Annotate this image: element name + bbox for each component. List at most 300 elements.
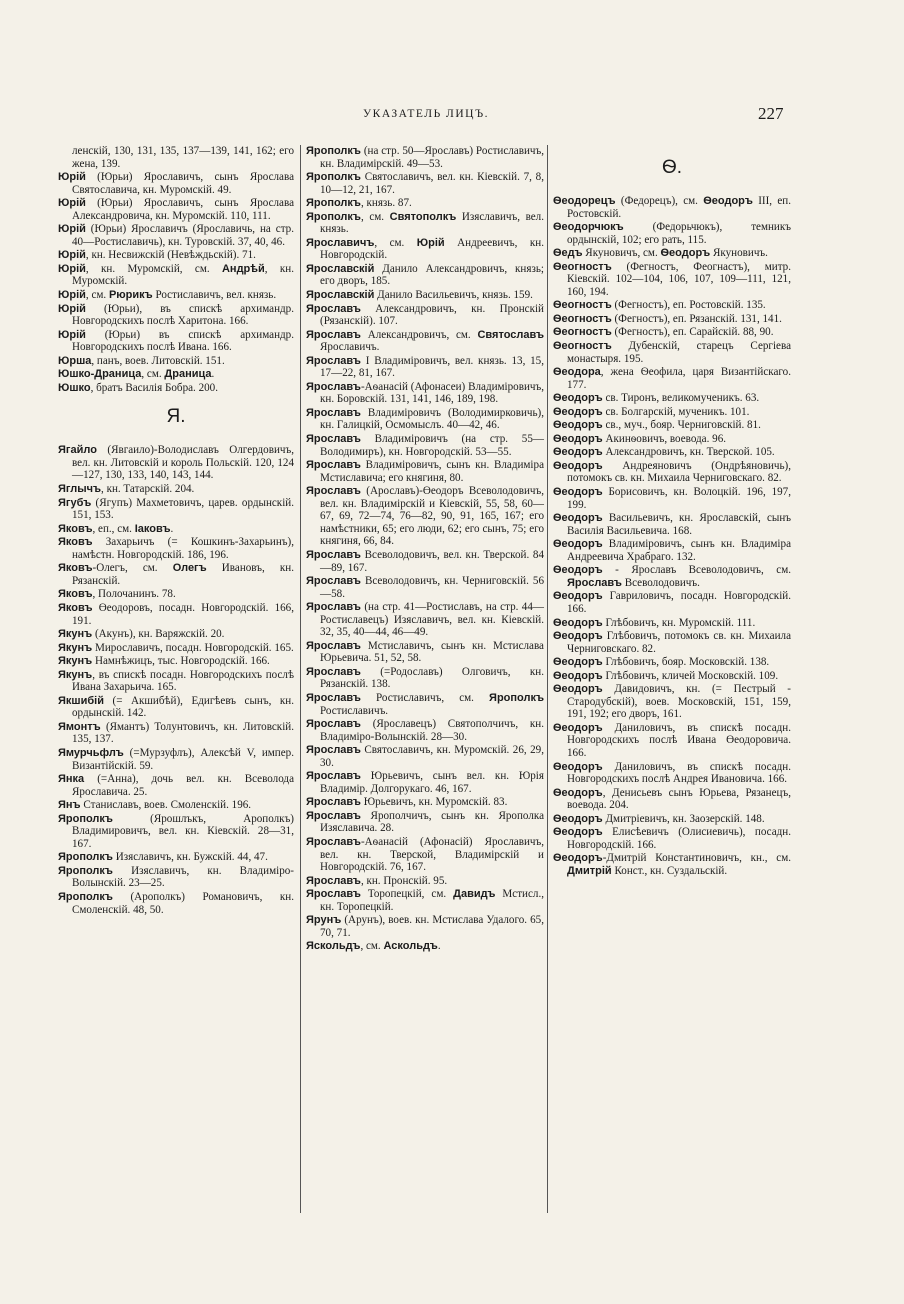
index-entry — [553, 340, 791, 365]
entry-cross-reference: Давидъ — [453, 888, 496, 901]
index-entry — [553, 630, 791, 655]
entry-cross-reference: Дмитрій — [567, 864, 612, 877]
entry-text: (Юрьи), въ спискѣ архимандр. Новгородскихъ послѣ Харитона. 166. — [72, 302, 294, 328]
entry-text: Захарьичъ (= Кошкинъ-Захарьинъ), намѣстн. Новгородскій. 186, 196. — [72, 536, 294, 561]
index-entry — [306, 601, 544, 639]
entry-text: (Фегностъ), еп. Ростовскій. 135. — [611, 299, 766, 312]
index-entry — [306, 810, 544, 835]
entry-headword: Ѳеодоръ — [553, 616, 603, 629]
entry-headword: Ярославъ — [306, 548, 361, 561]
index-entry — [58, 628, 294, 641]
entry-text: Ярославичъ. — [320, 341, 380, 354]
index-entry — [58, 562, 294, 587]
entry-headword: Ѳеодоръ — [553, 630, 603, 643]
entry-text: Александровичъ, см. — [360, 328, 478, 341]
entry-cross-reference: Ярополкъ — [489, 691, 544, 704]
entry-text: Намнѣжицъ, тыс. Новгородскій. 166. — [92, 655, 270, 668]
index-entry — [553, 826, 791, 851]
entry-headword: Ярославскій — [306, 289, 375, 302]
entry-text: Елисѣевичъ (Олисиевичь), посадн. Новгородскій. 166. — [567, 826, 791, 851]
entry-text: Ростиславичъ, см. — [360, 691, 490, 704]
entry-text: Дмитріевичъ, кн. Заозерскій. 148. — [602, 812, 765, 825]
index-entry — [553, 590, 791, 615]
entry-text: -Олегъ, см. — [92, 562, 173, 575]
entry-headword: Ѳеодоръ — [553, 538, 603, 551]
entry-text: Всеволодовичъ, кн. Черниговскій. 56—58. — [320, 575, 544, 600]
entry-headword: Ямурчьфлъ — [58, 746, 124, 759]
entry-text: Станиславъ, воев. Смоленскій. 196. — [80, 799, 252, 812]
entry-text: (Фегностъ), еп. Рязанскій. 131, 141. — [611, 312, 782, 325]
entry-text: , Денисьевъ сынъ Юрьева, Рязанецъ, воевода. 204. — [567, 786, 791, 812]
entry-text: св., муч., бояр. Черниговскій. 81. — [602, 419, 761, 432]
entry-headword: Якунъ — [58, 628, 93, 641]
column-divider — [547, 145, 548, 1213]
index-entry — [58, 669, 294, 694]
entry-headword: Ярославъ — [306, 665, 361, 678]
entry-headword: Яковъ — [58, 536, 93, 549]
index-entry — [58, 263, 294, 288]
entry-text: Гавриловичъ, посадн. Новгородскій. 166. — [567, 590, 791, 615]
index-entry — [58, 602, 294, 627]
entry-headword: Ѳеогностъ — [553, 340, 612, 353]
index-entry — [58, 851, 294, 864]
entry-text: Владиміровичъ (Володимирковичь), кн. Галицкій, Осмомыслъ. 40—42, 46. — [320, 406, 544, 432]
entry-headword: Ѳеодоръ — [553, 669, 603, 682]
index-entry — [58, 289, 294, 302]
entry-headword: Ярополкъ — [58, 864, 113, 877]
entry-headword: Ѳеогностъ — [553, 260, 612, 273]
entry-text: Мирославичъ, посадн. Новгородскій. 165. — [92, 641, 294, 654]
entry-headword: Юрій — [58, 328, 86, 341]
index-entry — [58, 891, 294, 916]
entry-headword: Яковъ — [58, 562, 93, 575]
index-entry — [553, 406, 791, 419]
index-entry — [306, 145, 544, 170]
entry-headword: Ѳеодоръ — [553, 812, 603, 825]
index-entry — [58, 799, 294, 812]
entry-headword: Ярополкъ — [58, 851, 113, 864]
index-entry — [58, 303, 294, 328]
index-entry — [306, 914, 544, 939]
entry-cross-reference: Андрѣй — [221, 262, 265, 275]
entry-headword: Юрій — [58, 223, 86, 236]
entry-headword: Ѳеогностъ — [553, 312, 612, 325]
entry-text: , братъ Василія Бобра. 200. — [90, 381, 218, 394]
index-entry — [306, 303, 544, 328]
index-entry — [553, 326, 791, 339]
entry-text: Ростиславичъ. — [320, 704, 389, 717]
entry-text: Всеволодовичъ, вел. кн. Тверской. 84—89, 167. — [320, 548, 544, 574]
index-entry — [306, 485, 544, 548]
entry-text: (Федорецъ), см. — [615, 195, 704, 207]
entry-text: Андреяновичъ (Ондрѣяновичь), потомокъ св. кн. Михаила Черниговскаго. 82. — [567, 459, 791, 485]
index-entry — [306, 171, 544, 196]
index-entry — [553, 299, 791, 312]
entry-cross-reference: Ѳеодоръ — [660, 247, 711, 260]
index-entry — [58, 813, 294, 851]
entry-headword: Ѳедъ — [553, 247, 583, 260]
entry-text: Конст., кн. Суздальскій. — [611, 864, 728, 877]
entry-headword: Ярославъ — [306, 380, 361, 393]
entry-text: Святославичъ, кн. Муромскій. 26, 29, 30. — [320, 744, 544, 769]
index-entry — [553, 787, 791, 812]
index-entry — [58, 523, 294, 536]
index-entry-continuation — [58, 145, 294, 170]
entry-headword: Ярославъ — [306, 639, 361, 652]
entry-headword: Юрій — [58, 289, 86, 302]
index-entry — [58, 865, 294, 890]
entry-text: - Ярославъ Всеволодовичъ, см. — [602, 564, 791, 577]
entry-text: (=Анна), дочь вел. кн. Всеволода Ярославича. 25. — [72, 773, 294, 798]
entry-text: (на стр. 41—Ростиславъ, на стр. 44—Ростиславецъ) Изяславичъ, вел. кн. Кіевскій. 32, 35, 40—44, 46—49. — [320, 601, 544, 639]
entry-headword: Ѳеодоръ — [553, 432, 603, 445]
index-entry — [306, 796, 544, 809]
entry-headword: Ѳеодоръ — [553, 512, 603, 525]
section-letter: Я. — [166, 406, 186, 428]
entry-headword: Ѳеодорчюкъ — [553, 221, 624, 234]
index-entry — [306, 575, 544, 600]
entry-text: Мстисл., кн. Торопецкій. — [320, 888, 544, 913]
entry-text: Владиміровичъ (на стр. 55—Володимиръ), кн. Новгородскій. 53—55. — [320, 433, 544, 458]
index-entry — [553, 460, 791, 485]
index-entry — [306, 718, 544, 743]
index-entry — [306, 875, 544, 888]
entry-text: Якуновичъ, см. — [582, 247, 661, 260]
index-entry — [306, 211, 544, 236]
index-entry — [553, 683, 791, 721]
entry-text: Өеодоровъ, посадн. Новгородскій. 166, 191. — [72, 601, 294, 627]
index-entry — [306, 770, 544, 795]
entry-text: (на стр. 50—Ярославъ) Ростиславичъ, кн. Владимірскій. 49—53. — [320, 145, 544, 170]
index-entry — [553, 195, 791, 220]
entry-headword: Ягубъ — [58, 496, 92, 509]
index-entry — [553, 656, 791, 669]
entry-text: Данило Александровичъ, князь; его дворъ, 185. — [320, 262, 544, 288]
entry-headword: Ярославъ — [306, 485, 361, 498]
entry-text: , см. — [141, 368, 165, 381]
entry-text: , кн. Татарскій. 204. — [101, 483, 195, 496]
entry-headword: Ярунъ — [306, 914, 342, 927]
entry-text: Акинѳовичъ, воевода. 96. — [602, 432, 727, 445]
index-entry — [306, 888, 544, 913]
index-entry — [306, 940, 544, 953]
entry-text: (Фегностъ), еп. Сарайскій. 88, 90. — [611, 326, 774, 339]
entry-headword: Ярославъ — [306, 796, 361, 809]
entry-text: Изяславичъ, кн. Владиміро-Волынскій. 23—25. — [72, 864, 294, 890]
entry-text: Владиміровичъ, сынъ кн. Владиміра Мстиславича; его княгиня, 80. — [320, 459, 544, 484]
entry-headword: Ярославъ — [306, 835, 361, 848]
entry-text: Владиміровичъ, сынъ кн. Владиміра Андреевича Храбраго. 132. — [567, 538, 791, 563]
entry-headword: Ярославъ — [306, 809, 361, 822]
entry-text: (Явгаило)-Володиславъ Олгердовичъ, вел. кн. Литовскій и король Польскій. 120, 124—127, 130, 133, 140, 143, 144. — [72, 444, 294, 482]
entry-text: , кн. Муромскій, см. — [85, 262, 222, 275]
entry-headword: Ярополкъ — [58, 812, 113, 825]
entry-text: Ростиславичъ, вел. князь. — [152, 289, 277, 302]
index-entry — [306, 549, 544, 574]
entry-text: Глѣбовичъ, потомокъ св. кн. Михаила Черниговскаго. 82. — [567, 630, 791, 655]
entry-headword: Яковъ — [58, 601, 93, 614]
entry-text: -Аѳанасій (Афонасеи) Владиміровичъ, кн. Боровскій. 131, 141, 146, 189, 198. — [320, 380, 544, 406]
index-entry — [58, 655, 294, 668]
entry-cross-reference: Ярославъ — [567, 576, 622, 589]
entry-text: Глѣбовичъ, кн. Муромскій. 111. — [602, 616, 756, 629]
index-entry — [553, 564, 791, 589]
index-entry — [58, 642, 294, 655]
index-entry — [553, 247, 791, 260]
entry-text: . — [437, 940, 441, 953]
entry-headword: Ярополкъ — [306, 171, 361, 184]
index-entry — [58, 249, 294, 262]
entry-headword: Яглычъ — [58, 483, 102, 496]
entry-headword: Ярославичъ — [306, 236, 375, 249]
index-entry — [58, 588, 294, 601]
entry-headword: Ярополкъ — [306, 197, 361, 210]
entry-cross-reference: Олегъ — [172, 562, 207, 575]
entry-text: Глѣбовичъ, кличей Московскій. 109. — [602, 669, 779, 682]
index-entry — [306, 666, 544, 691]
entry-headword: Якунъ — [58, 668, 93, 681]
entry-text: , кн. Муромскій. — [72, 262, 294, 288]
index-entry — [553, 617, 791, 630]
entry-headword: Ярославъ — [306, 691, 361, 704]
index-entry — [58, 368, 294, 381]
entry-cross-reference: Святополкъ — [389, 210, 457, 223]
index-entry — [553, 722, 791, 760]
entry-text: Александровичъ, кн. Пронскій (Рязанскій). 107. — [320, 302, 544, 328]
entry-text: Ярополчичъ, сынъ кн. Ярополка Изяславича. 28. — [320, 809, 544, 835]
index-entry — [553, 261, 791, 299]
running-title: УКАЗАТЕЛЬ ЛИЦЪ. — [363, 108, 489, 120]
entry-text: Данило Васильевичъ, князь. 159. — [374, 289, 533, 302]
index-entry — [306, 692, 544, 717]
entry-headword: Янъ — [58, 799, 81, 812]
index-entry — [553, 512, 791, 537]
entry-text: (Ярославецъ) Святополчичъ, кн. Владиміро-Волынскій. 28—30. — [320, 718, 544, 743]
index-entry — [58, 721, 294, 746]
entry-text: Глѣбовичъ, бояр. Московскій. 138. — [602, 656, 770, 669]
entry-headword: Ярославъ — [306, 459, 361, 472]
entry-headword: Якунъ — [58, 641, 93, 654]
entry-text: , см. — [374, 236, 417, 249]
entry-text: Даниловичъ, въ спискѣ посадн. Новгородскихъ послѣ Андрея Ивановича. 166. — [567, 760, 791, 786]
entry-text: (=Родославъ) Олговичъ, кн. Рязанскій. 138. — [320, 665, 544, 691]
index-entry — [306, 355, 544, 380]
index-entry — [553, 486, 791, 511]
entry-headword: Ярославъ — [306, 354, 361, 367]
entry-text: св. Болгарскій, мученикъ. 101. — [602, 405, 750, 418]
index-entry — [58, 497, 294, 522]
section-letter: Ѳ. — [661, 157, 683, 178]
entry-text: Ивановъ, кн. Рязанскій. — [72, 562, 294, 587]
entry-headword: Ѳеогностъ — [553, 299, 612, 312]
page-header — [0, 104, 904, 128]
entry-headword: Ямонтъ — [58, 720, 101, 733]
entry-text: Давидовичъ, кн. (= Пестрый - Стародубскій), воев. Московскій, 151, 159, 191, 192; его дворъ, 161. — [567, 683, 791, 721]
index-entry — [306, 407, 544, 432]
index-column-middle — [306, 145, 544, 954]
index-entry — [306, 381, 544, 406]
index-entry — [306, 459, 544, 484]
entry-headword: Яковъ — [58, 588, 93, 601]
index-entry — [58, 223, 294, 248]
entry-text: . — [211, 368, 215, 381]
entry-text: I Владиміровичъ, вел. князь. 13, 15, 17—22, 81, 167. — [320, 354, 544, 380]
page-number: 227 — [758, 104, 784, 123]
entry-headword: Ѳеодоръ — [553, 459, 603, 472]
index-entry — [553, 670, 791, 683]
entry-text: Якуновичъ. — [710, 247, 768, 260]
entry-text: (Юрьи) Ярославичъ, сынъ Ярослава Александровича, кн. Муромскій. 110, 111. — [72, 197, 294, 222]
index-entry — [306, 263, 544, 288]
entry-headword: Ѳеодора — [553, 366, 601, 379]
entry-text: Изяславичъ, вел. князь. — [320, 210, 544, 236]
index-entry — [306, 289, 544, 302]
entry-headword: Юшко-Драница — [58, 368, 142, 381]
entry-cross-reference: Іаковъ — [134, 522, 171, 535]
entry-text: , см. — [360, 210, 390, 223]
entry-headword: Ярославскій — [306, 262, 375, 275]
entry-text: (Ямантъ) Толунтовичъ, кн. Литовскій. 135, 137. — [72, 720, 294, 746]
index-entry — [553, 446, 791, 459]
entry-headword: Юрій — [58, 197, 86, 210]
entry-headword: Ѳеодоръ — [553, 852, 603, 865]
index-entry — [553, 366, 791, 391]
entry-headword: Ярославъ — [306, 744, 361, 757]
entry-headword: Ѳеодоръ — [553, 590, 603, 603]
index-entry — [553, 419, 791, 432]
entry-text: Юрьевичъ, кн. Муромскій. 83. — [360, 796, 508, 809]
entry-headword: Ѳеодорецъ — [553, 195, 616, 207]
entry-headword: Ѳеодоръ — [553, 486, 603, 499]
entry-text: Святославичъ, вел. кн. Кіевскій. 7, 8, 10—12, 21, 167. — [320, 171, 544, 196]
entry-headword: Ярославъ — [306, 770, 361, 783]
entry-text: (Юрьи) Ярославичъ (Ярославичь, на стр. 40—Ростиславичь), кн. Туровскій. 37, 40, 46. — [72, 223, 294, 248]
entry-text: III, еп. Ростовскій. — [567, 195, 791, 220]
entry-text: , въ спискѣ посадн. Новгородскихъ послѣ Ивана Захарьича. 165. — [72, 668, 294, 694]
entry-text: , см. — [360, 940, 384, 953]
entry-text: (Акунъ), кн. Варяжскій. 20. — [92, 628, 225, 641]
index-entry — [58, 355, 294, 368]
entry-headword: Якшибій — [58, 694, 104, 707]
entry-headword: Яскольдъ — [306, 940, 361, 953]
column-divider — [300, 145, 301, 1213]
entry-headword: Ѳеодоръ — [553, 564, 603, 577]
entry-headword: Юрій — [58, 171, 86, 184]
entry-headword: Ярославъ — [306, 601, 361, 614]
entry-text: Всеволодовичъ. — [621, 576, 700, 589]
entry-text: (Арунъ), воев. кн. Мстислава Удалого. 65, 70, 71. — [320, 914, 544, 939]
index-entry — [58, 695, 294, 720]
entry-text: -Аѳанасій (Афонасій) Ярославичъ, вел. кн. Тверской, Владимірскій и Новгородскій. 76, 167. — [320, 835, 544, 874]
entry-headword: Ѳеодоръ — [553, 786, 603, 799]
entry-text: -Дмитрій Константиновичъ, кн., см. — [602, 852, 791, 865]
entry-headword: Ярополкъ — [58, 890, 113, 903]
index-entry — [306, 744, 544, 769]
index-entry — [58, 444, 294, 482]
index-entry — [306, 237, 544, 262]
entry-text: . — [170, 522, 174, 535]
entry-text: Васильевичъ, кн. Ярославскій, сынъ Василія Васильевича. 168. — [567, 512, 791, 537]
entry-text: , панъ, воев. Литовскій. 151. — [91, 354, 225, 367]
entry-headword: Юрій — [58, 249, 86, 262]
entry-text: Мстиславичъ, сынъ кн. Мстислава Юрьевича. 51, 52, 58. — [320, 639, 544, 665]
entry-headword: Ѳеодоръ — [553, 405, 603, 418]
index-entry — [553, 313, 791, 326]
entry-text: , жена Ѳеофила, царя Византійскаго. 177. — [567, 366, 791, 391]
entry-text: (= Акшибѣй), Едигѣевъ сынъ, кн. ордынскій. 142. — [72, 694, 294, 720]
entry-headword: Ярославъ — [306, 433, 361, 446]
entry-text: , см. — [85, 289, 109, 302]
entry-headword: Ярославъ — [306, 888, 361, 901]
entry-text: , кн. Несвижскій (Невѣждьскій). 71. — [85, 249, 256, 262]
entry-text: (Фегностъ, Феогнастъ), митр. Кіевскій. 102—104, 106, 107, 109—111, 121, 160, 194. — [567, 260, 791, 298]
index-entry — [553, 392, 791, 405]
entry-text: Даниловичъ, въ спискѣ посадн. Новгородскихъ послѣ Ивана Өеодоровича. 166. — [567, 721, 791, 759]
entry-headword: Якунъ — [58, 655, 93, 668]
entry-headword: Ярославъ — [306, 302, 361, 315]
entry-text: , князь. 87. — [360, 197, 412, 210]
entry-text: , Полочанинъ. 78. — [92, 588, 176, 601]
entry-text: Дубенскій, старецъ Сергіева монастыря. 195. — [567, 340, 791, 365]
entry-headword: Ѳеодоръ — [553, 656, 603, 669]
entry-text: (Юрьи) Ярославичъ, сынъ Ярослава Святославича, кн. Муромскій. 49. — [72, 171, 294, 196]
index-entry — [306, 197, 544, 210]
index-column-right — [553, 145, 791, 878]
entry-headword: Ѳеодоръ — [553, 392, 603, 405]
entry-text: (=Мурзуфлъ), Алексѣй V, импер. Византійскій. 59. — [72, 746, 294, 772]
entry-headword: Ярополкъ — [306, 210, 361, 223]
entry-headword: Ѳеодоръ — [553, 419, 603, 432]
entry-cross-reference: Юрій — [416, 236, 445, 249]
entry-text: Изяславичъ, кн. Бужскій. 44, 47. — [112, 851, 268, 864]
index-entry — [553, 221, 791, 246]
entry-headword: Юшко — [58, 381, 91, 394]
index-column-left — [58, 145, 294, 917]
index-entry — [58, 329, 294, 354]
index-entry — [553, 813, 791, 826]
index-entry — [553, 852, 791, 877]
index-entry — [58, 747, 294, 772]
entry-headword: Юрій — [58, 302, 86, 315]
entry-headword: Ѳеодоръ — [553, 683, 603, 696]
entry-text: Торопецкій, см. — [360, 888, 454, 901]
entry-text: Борисовичъ, кн. Волоцкій. 196, 197, 199. — [567, 486, 791, 511]
entry-text: , кн. Пронскій. 95. — [360, 874, 448, 887]
entry-text: (Федорьчюкъ), темникъ ордынскій, 102; его рать, 115. — [567, 221, 791, 246]
entry-text: (Арополкъ) Романовичъ, кн. Смоленскій. 48, 50. — [72, 890, 294, 916]
entry-headword: Ѳеогностъ — [553, 326, 612, 339]
entry-headword: Ярославъ — [306, 328, 361, 341]
index-entry — [58, 197, 294, 222]
entry-text: (Юрьи) въ спискѣ архимандр. Новгородскихъ послѣ Ивана. 166. — [72, 328, 294, 354]
entry-text: (Ярошлъкъ, Арополкъ) Владимировичъ, вел. кн. Кіевскій. 28—31, 167. — [72, 812, 294, 850]
entry-headword: Ѳеодоръ — [553, 760, 603, 773]
entry-headword: Ярославъ — [306, 718, 361, 731]
index-entry — [58, 382, 294, 395]
entry-cross-reference: Драница — [164, 368, 212, 381]
entry-headword: Янка — [58, 773, 85, 786]
index-entry — [306, 836, 544, 874]
index-entry — [553, 538, 791, 563]
entry-cross-reference: Рюрикъ — [108, 289, 153, 302]
entry-text: Андреевичъ, кн. Новгородскій. — [320, 236, 544, 262]
entry-headword: Ярославъ — [306, 874, 361, 887]
entry-text: св. Тиронъ, великомученикъ. 63. — [602, 392, 760, 405]
entry-headword: Яковъ — [58, 522, 93, 535]
entry-headword: Ярополкъ — [306, 145, 361, 157]
entry-text: (Арославъ)-Өеодоръ Всеволодовичъ, вел. кн. Владимірскій и Кіевскій, 55, 58, 60—67, 69, 72—74, 76—82, 90, 91, 165, 167; его намѣстники, 65; его люди, 62; его сынъ, 75; его княгиня, 66, 84. — [320, 485, 544, 548]
index-entry — [306, 433, 544, 458]
